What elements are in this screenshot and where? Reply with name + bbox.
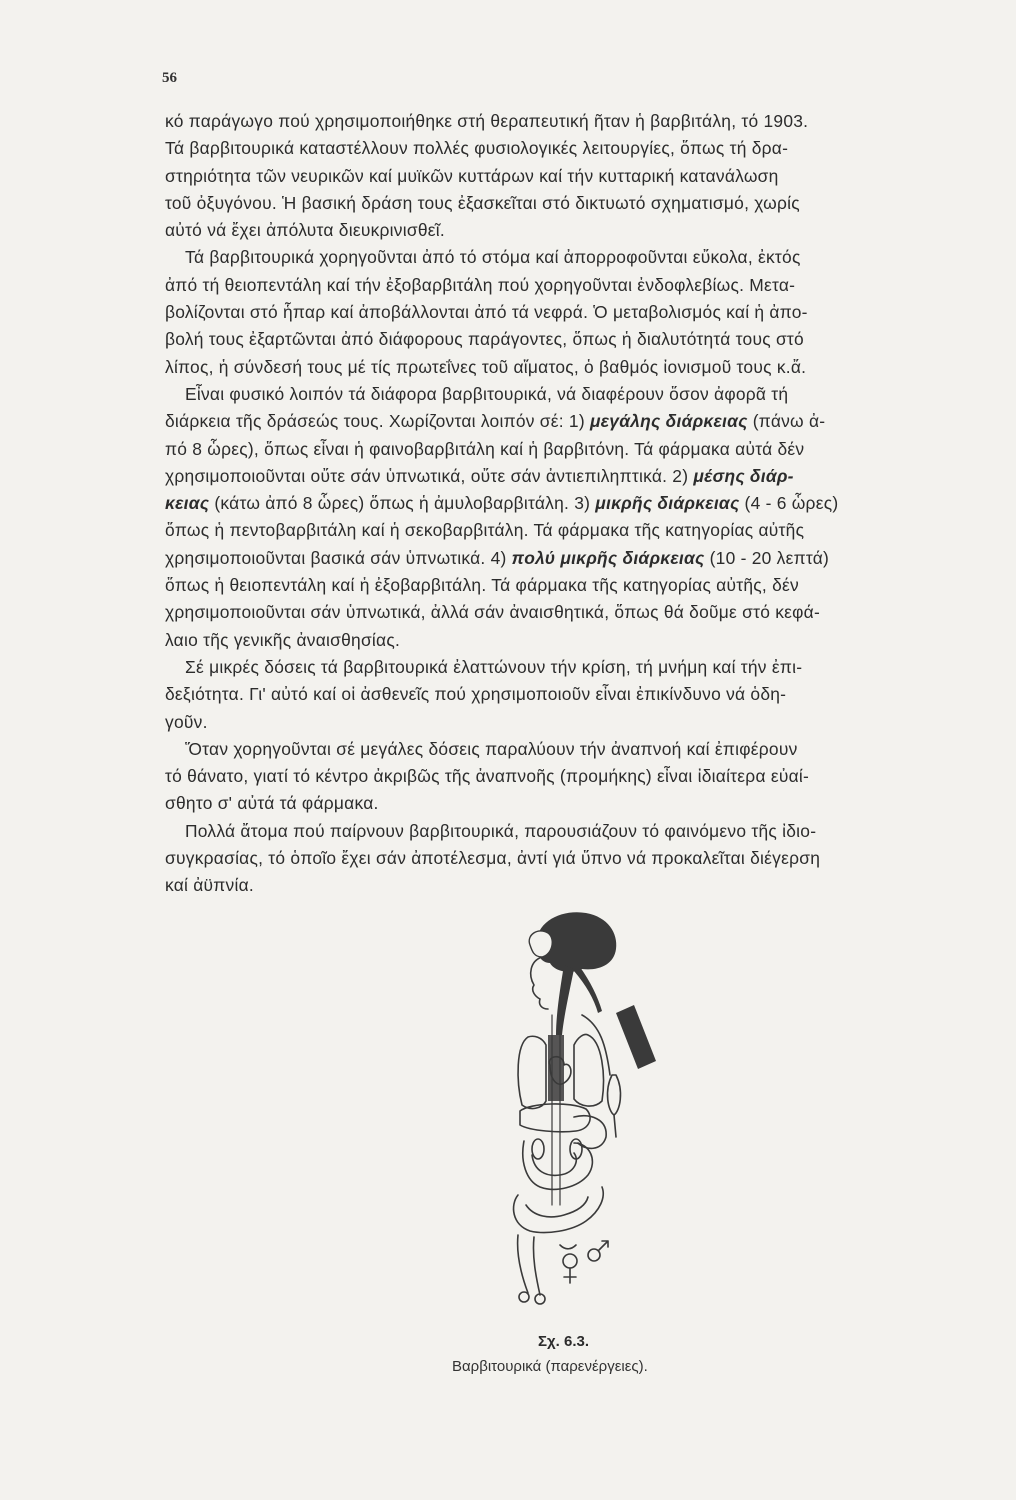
- paragraph: [165, 108, 985, 244]
- text-segment: χρησιμοποιοῦνται σάν ὑπνωτικά, ἀλλά σάν ἀναισθητικά, ὅπως θά δοῦμε στό κεφά-: [165, 602, 821, 623]
- emphasized-term: μέσης διάρ-: [693, 465, 794, 486]
- paragraph: [165, 736, 985, 818]
- male-symbol-circle: [588, 1249, 600, 1261]
- text-segment: χρησιμοποιοῦνται οὔτε σάν ὑπνωτικά, οὔτε σάν ἀντιεπιληπτικά. 2): [165, 465, 694, 486]
- text-line: [165, 517, 985, 544]
- anatomy-illustration: [490, 905, 710, 1305]
- text-line: [165, 190, 985, 217]
- drug-bar: [616, 1005, 656, 1069]
- text-line: [165, 436, 985, 463]
- text-line: [165, 790, 985, 817]
- text-segment: χρησιμοποιοῦνται βασικά σάν ὑπνωτικά. 4): [165, 547, 512, 568]
- text-line: [165, 326, 985, 353]
- female-symbol-circle: [563, 1254, 577, 1268]
- text-line: [165, 627, 985, 654]
- text-line: [165, 381, 985, 408]
- text-segment: καί ἀϋπνία.: [165, 875, 254, 896]
- text-line: [165, 545, 985, 572]
- text-segment: συγκρασίας, τό ὁποῖο ἔχει σάν ἀποτέλεσμα, ἀντί γιά ὕπνο νά προκαλεῖται διέγερση: [165, 848, 821, 869]
- emphasized-term: μεγάλης διάρκειας: [589, 411, 748, 432]
- text-line: [165, 709, 985, 736]
- text-segment: τό θάνατο, γιατί τό κέντρο ἀκριβῶς τῆς ἀναπνοῆς (προμήκης) εἶναι ἰδιαίτερα εὐαί-: [165, 766, 810, 787]
- text-line: [165, 599, 985, 626]
- emphasized-term: μικρῆς διάρκειας: [595, 493, 740, 514]
- text-segment: Εἶναι φυσικό λοιπόν τά διάφορα βαρβιτουρικά, νά διαφέρουν ὅσον ἀφορᾶ τή: [185, 383, 789, 404]
- figure-label: Σχ. 6.3.: [538, 1333, 589, 1350]
- text-segment: ὅπως ἡ πεντοβαρβιτάλη καί ἡ σεκοβαρβιτάλη. Τά φάρμακα τῆς κατηγορίας αὐτῆς: [165, 520, 805, 541]
- body-text: [165, 108, 985, 900]
- text-line: [165, 244, 985, 271]
- text-segment: (4 - 6 ὧρες): [739, 493, 839, 514]
- text-line: [165, 681, 985, 708]
- text-segment: Τά βαρβιτουρικά καταστέλλουν πολλές φυσιολογικές λειτουργίες, ὅπως τή δρα-: [165, 138, 789, 159]
- text-segment: Τά βαρβιτουρικά χορηγοῦνται ἀπό τό στόμα καί ἀπορροφοῦνται εὔκολα, ἐκτός: [185, 247, 801, 268]
- text-line: [165, 572, 985, 599]
- text-segment: στηριότητα τῶν νευρικῶν καί μυϊκῶν κυττάρων καί τήν κυτταρική κατανάλωση: [165, 165, 779, 186]
- text-line: [165, 354, 985, 381]
- paragraph: [165, 244, 985, 380]
- text-line: [165, 490, 985, 517]
- text-segment: σθητο σ' αὐτά τά φάρμακα.: [165, 793, 379, 814]
- text-segment: λίπος, ἡ σύνδεσή τους μέ τίς πρωτεΐνες τοῦ αἵματος, ὁ βαθμός ἰονισμοῦ τους κ.ἄ.: [165, 356, 807, 377]
- text-line: [165, 763, 985, 790]
- text-segment: αὐτό νά ἔχει ἀπόλυτα διευκρινισθεῖ.: [165, 220, 445, 241]
- text-segment: βολίζονται στό ἧπαρ καί ἀποβάλλονται ἀπό τά νεφρά. Ὁ μεταβολισμός καί ἡ ἀπο-: [165, 302, 808, 323]
- text-line: [165, 818, 985, 845]
- text-line: [165, 163, 985, 190]
- text-line: [165, 872, 985, 899]
- text-segment: (κάτω ἀπό 8 ὧρες) ὅπως ἡ ἀμυλοβαρβιτάλη. 3): [209, 493, 596, 514]
- text-segment: δεξιότητα. Γι' αὐτό καί οἱ ἀσθενεῖς πού χρησιμοποιοῦν εἶναι ἐπικίνδυνο νά ὁδη-: [165, 684, 787, 705]
- left-lung: [518, 1036, 546, 1108]
- text-segment: λαιο τῆς γενικῆς ἀναισθησίας.: [165, 629, 401, 650]
- figure-caption: Βαρβιτουρικά (παρενέργειες).: [452, 1358, 648, 1375]
- text-line: [165, 408, 985, 435]
- face-outline: [531, 957, 548, 1009]
- page-number: 56: [162, 70, 177, 86]
- text-line: [165, 135, 985, 162]
- text-line: [165, 845, 985, 872]
- emphasized-term: πολύ μικρῆς διάρκειας: [511, 547, 705, 568]
- paragraph: [165, 654, 985, 736]
- text-segment: (10 - 20 λεπτά): [704, 547, 830, 568]
- text-segment: Σέ μικρές δόσεις τά βαρβιτουρικά ἐλαττώνουν τήν κρίση, τή μνήμη καί τήν ἐπι-: [185, 656, 803, 677]
- emphasized-term: κειας: [165, 493, 210, 514]
- text-segment: (πάνω ἀ-: [747, 411, 826, 432]
- muscle-spindle: [608, 1075, 621, 1115]
- text-line: [165, 736, 985, 763]
- text-segment: Πολλά ἄτομα πού παίρνουν βαρβιτουρικά, παρουσιάζουν τό φαινόμενο τῆς ἰδιο-: [185, 820, 817, 841]
- text-segment: Ὅταν χορηγοῦνται σέ μεγάλες δόσεις παραλύουν τήν ἀναπνοή καί ἐπιφέρουν: [185, 738, 798, 759]
- text-line: [165, 654, 985, 681]
- paragraph: [165, 381, 985, 654]
- text-line: [165, 217, 985, 244]
- text-segment: διάρκεια τῆς δράσεώς τους. Χωρίζονται λοιπόν σέ: 1): [165, 411, 590, 432]
- text-segment: τοῦ ὀξυγόνου. Ἡ βασική δράση τους ἐξασκεῖται στό δικτυωτό σχηματισμό, χωρίς: [165, 192, 800, 213]
- text-segment: ἀπό τή θειοπεντάλη καί τήν ἐξοβαρβιτάλη πού χορηγοῦνται ἐνδοφλεβίως. Μετα-: [165, 274, 796, 295]
- text-segment: κό παράγωγο πού χρησιμοποιήθηκε στή θεραπευτική ῆταν ἡ βαρβιτάλη, τό 1903.: [165, 111, 809, 131]
- text-segment: πό 8 ὧρες), ὅπως εἶναι ἡ φαινοβαρβιτάλη καί ἡ βαρβιτόνη. Τά φάρμακα αὐτά δέν: [165, 438, 805, 459]
- right-lung: [574, 1034, 603, 1106]
- text-segment: βολή τους ἐξαρτῶνται ἀπό διάφορους παράγοντες, ὅπως ἡ διαλυτότητά τους στό: [165, 329, 804, 350]
- figure-anatomy: [490, 905, 710, 1305]
- text-line: [165, 108, 985, 135]
- text-segment: ὅπως ἡ θειοπεντάλη καί ἡ ἐξοβαρβιτάλη. Τά φάρμακα τῆς κατηγορίας αὐτῆς, δέν: [165, 575, 799, 596]
- text-line: [165, 272, 985, 299]
- text-line: [165, 299, 985, 326]
- paragraph: [165, 818, 985, 900]
- text-line: [165, 463, 985, 490]
- text-segment: γοῦν.: [165, 711, 208, 732]
